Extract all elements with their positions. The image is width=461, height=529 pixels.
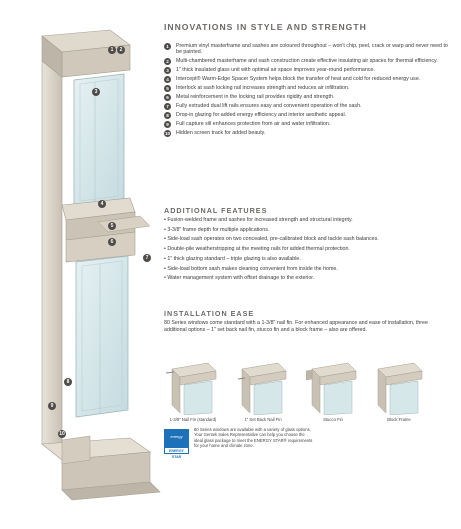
additional-feature-item: • Side-load bottom sash makes cleaning convenient from inside the home. xyxy=(164,265,338,272)
install-option-nail-fin xyxy=(166,359,220,422)
additional-feature-item: • 1" thick glazing standard – triple glazing is also available. xyxy=(164,255,301,262)
innovation-text: Interlock at sash locking rail increases strength and reduces air infiltration. xyxy=(176,85,350,92)
innovation-item xyxy=(164,67,452,73)
number-badge: 1 xyxy=(164,43,171,50)
innovation-item xyxy=(164,76,452,82)
installation-heading: INSTALLATION EASE xyxy=(164,309,255,318)
callout-badge-10: 10 xyxy=(59,431,65,437)
innovation-text: Metal reinforcement in the locking rail provides rigidity and strength. xyxy=(176,94,335,101)
innovation-item xyxy=(164,94,452,100)
install-option-set-back-nail-fin xyxy=(236,359,290,422)
number-badge: 6 xyxy=(164,94,171,101)
window-cross-section-illustration xyxy=(0,0,165,524)
number-badge: 3 xyxy=(164,67,171,74)
additional-feature-item: • Water management system with offset drainage to the exterior. xyxy=(164,275,315,282)
innovations-list xyxy=(164,43,452,139)
innovation-text: Intercept® Warm-Edge Spacer System helps block the transfer of heat and cold for reduced energy use. xyxy=(176,76,421,83)
innovation-text: Fully extruded dual lift rails ensures easy and convenient operation of the sash. xyxy=(176,103,362,110)
stucco-fin-frame-graphic xyxy=(306,359,360,415)
innovation-item xyxy=(164,85,452,91)
number-badge: 2 xyxy=(164,58,171,65)
innovation-item xyxy=(164,130,452,136)
block-frame-graphic xyxy=(372,359,426,415)
innovation-item xyxy=(164,121,452,127)
innovation-text: Full capture sill enhances protection from air and water infiltration. xyxy=(176,121,331,128)
install-option-stucco-fin xyxy=(306,359,360,422)
energy-star-bar: ENERGY STAR xyxy=(164,447,189,454)
set-back-nail-fin-frame-graphic xyxy=(236,359,290,415)
number-badge: 8 xyxy=(164,112,171,119)
number-badge: 4 xyxy=(164,76,171,83)
additional-feature-item: • 3-3/8" frame depth for multiple applications. xyxy=(164,226,270,233)
installation-text: 80 Series windows come standard with a 1-3/8" nail fin. For enhanced appearance and ease of installation, three additional options – 1" set back nail fin, stucco fin and a block frame – also are offered. xyxy=(164,320,428,333)
callout-badge-9: 9 xyxy=(48,402,56,410)
energy-star-note: 80 Series windows are available with a variety of glass options. Your Gentek Sales Representative can help you choose the ideal glass package to meet the ENERGY STAR® requirements for your home and climate zone. xyxy=(194,427,313,449)
number-badge: 9 xyxy=(164,121,171,128)
option-caption: Block Frame xyxy=(387,417,411,422)
innovation-item xyxy=(164,112,452,118)
energy-star-script: energy xyxy=(170,434,183,439)
callout-badge-4: 4 xyxy=(98,200,106,208)
callout-badge-3: 3 xyxy=(92,88,100,96)
additional-feature-item: • Side-load sash operates on two concealed, pre-calibrated block and tackle sash balances. xyxy=(164,236,379,243)
innovation-text: Premium vinyl masterframe and sashes are coloured throughout – won't chip, peel, crack or warp and never need to be painted. xyxy=(176,43,448,56)
option-caption: 1-3/8" Nail Fin (standard) xyxy=(169,417,217,422)
callout-badge-2: 2 xyxy=(117,46,125,54)
additional-feature-item: • Fusion-welded frame and sashes for increased strength and structural integrity. xyxy=(164,217,353,223)
option-caption: Stucco Fin xyxy=(323,417,343,422)
callout-badge-1: 1 xyxy=(108,46,116,54)
callout-badge-8: 8 xyxy=(64,378,72,386)
additional-features-list xyxy=(164,217,452,285)
callout-badge-6: 6 xyxy=(108,238,116,246)
innovation-text: 1" thick insulated glass unit with optimal air space improves year-round performance. xyxy=(176,67,375,74)
additional-features-heading: ADDITIONAL FEATURES xyxy=(164,206,268,215)
additional-feature-item: • Double-pile weatherstripping at the meeting rails for added thermal protection. xyxy=(164,246,350,253)
innovation-item xyxy=(164,103,452,109)
nail-fin-frame-graphic xyxy=(166,359,220,415)
install-option-block-frame xyxy=(372,359,426,422)
callout-badge-7: 7 xyxy=(143,254,151,262)
number-badge: 7 xyxy=(164,103,171,110)
callout-badge-5: 5 xyxy=(108,222,116,230)
innovation-text: Hidden screen track for added beauty. xyxy=(176,130,266,137)
innovations-heading: INNOVATIONS IN STYLE AND STRENGTH xyxy=(164,22,367,32)
innovation-item xyxy=(164,58,452,64)
option-caption: 1" Set Back Nail Fin xyxy=(244,417,282,422)
number-badge: 10 xyxy=(164,131,171,137)
number-badge: 5 xyxy=(164,85,171,92)
innovation-text: Drop-in glazing for added energy efficiency and interior aesthetic appeal. xyxy=(176,112,347,119)
window-illustration-graphic xyxy=(0,0,165,524)
innovation-text: Multi-chambered masterframe and sash construction create effective insulating air spaces for thermal efficiency. xyxy=(176,58,438,65)
energy-star-logo xyxy=(164,429,189,459)
innovation-item xyxy=(164,43,452,56)
